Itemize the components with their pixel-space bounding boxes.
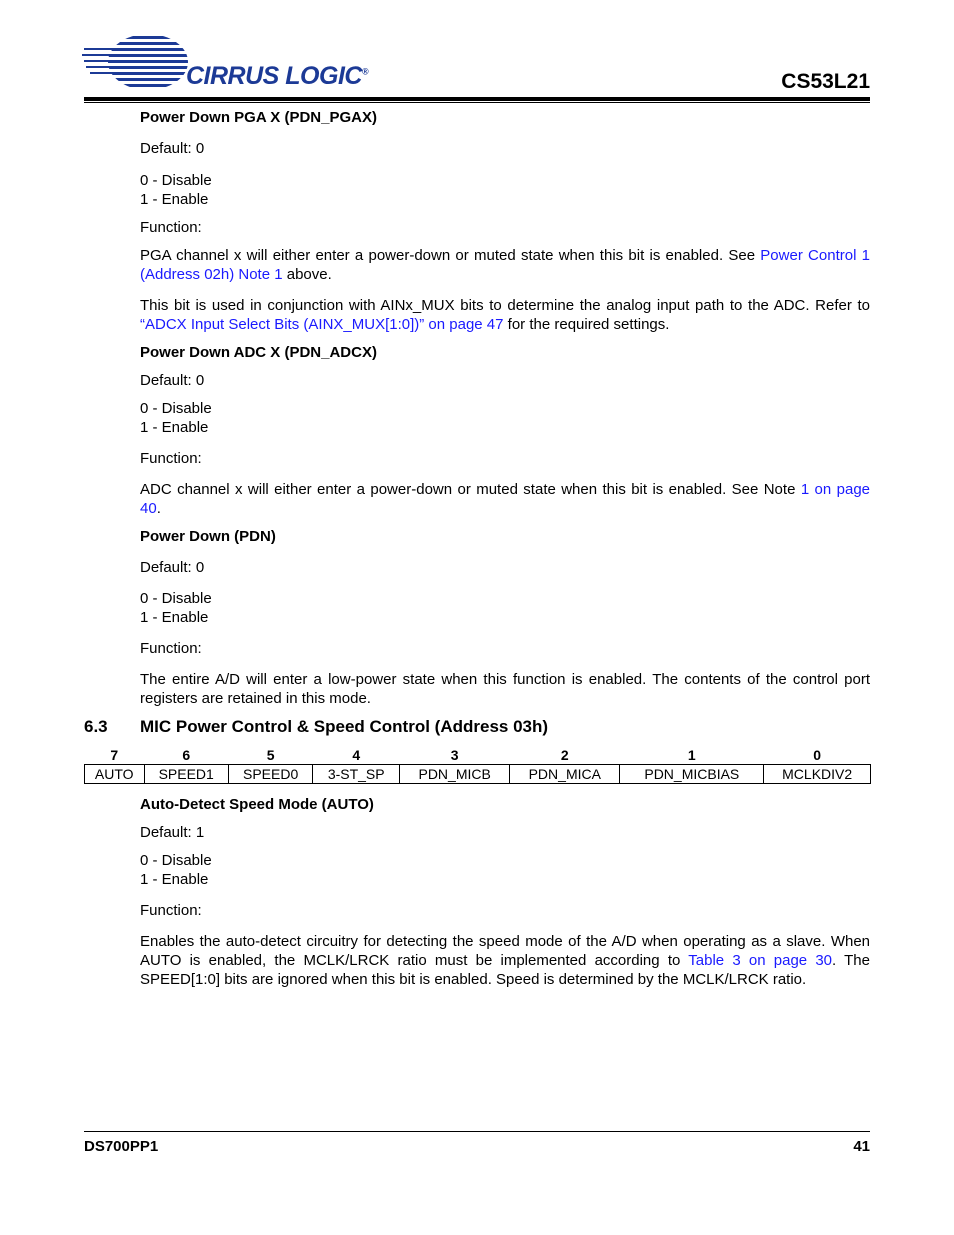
auto-default: Default: 1 bbox=[140, 824, 205, 841]
auto-function-label: Function: bbox=[140, 902, 202, 919]
pdn-pga-paragraph-2: This bit is used in conjunction with AINx_MUX bits to determine the analog input path to the ADC. Refer to “ADCX Input Select Bits (AINX_MUX[1:0])” on page 47 for the required settings. bbox=[140, 297, 870, 333]
pdn-pga-paragraph-1: PGA channel x will either enter a power-down or muted state when this bit is enabled. See Power Control 1 (Address 02h) Note 1 above. bbox=[140, 247, 870, 283]
register-field: PDN_MICB bbox=[400, 765, 510, 784]
pdn-paragraph-1: The entire A/D will enter a low-power state when this function is enabled. The contents of the control port registers are retained in this mode. bbox=[140, 671, 870, 707]
pdn-default: Default: 0 bbox=[140, 559, 205, 576]
logo-globe-icon bbox=[82, 32, 192, 94]
footer-rule bbox=[84, 1131, 870, 1132]
power-control-note-link[interactable]: Power Control 1 (Address 02h) Note 1 bbox=[140, 247, 870, 283]
pdn-function-label: Function: bbox=[140, 640, 202, 657]
table-3-page-30-link[interactable]: Table 3 on page 30 bbox=[688, 952, 833, 969]
auto-option-1: 1 - Enable bbox=[140, 871, 209, 888]
pdn-option-0: 0 - Disable bbox=[140, 590, 212, 607]
header-rule-thin bbox=[84, 102, 870, 103]
pdn-adc-heading: Power Down ADC X (PDN_ADCX) bbox=[140, 344, 377, 361]
bit-number: 0 bbox=[813, 746, 822, 763]
pdn-option-1: 1 - Enable bbox=[140, 609, 209, 626]
register-field: SPEED1 bbox=[144, 765, 228, 784]
register-field: PDN_MICA bbox=[510, 765, 620, 784]
pdn-pga-heading: Power Down PGA X (PDN_PGAX) bbox=[140, 109, 377, 126]
section-title: MIC Power Control & Speed Control (Address 03h) bbox=[140, 717, 549, 736]
register-field: MCLKDIV2 bbox=[764, 765, 871, 784]
bit-number: 6 bbox=[182, 746, 191, 763]
footer-page-number: 41 bbox=[853, 1138, 870, 1155]
register-map-table bbox=[84, 745, 871, 784]
document-id: CS53L21 bbox=[781, 70, 870, 93]
pdn-adc-option-0: 0 - Disable bbox=[140, 400, 212, 417]
register-field: PDN_MICBIAS bbox=[620, 765, 764, 784]
header-rule bbox=[84, 97, 870, 101]
footer-doc-number: DS700PP1 bbox=[84, 1138, 159, 1155]
pdn-adc-function-label: Function: bbox=[140, 450, 202, 467]
auto-heading: Auto-Detect Speed Mode (AUTO) bbox=[140, 796, 374, 813]
pdn-heading: Power Down (PDN) bbox=[140, 528, 276, 545]
pdn-pga-function-label: Function: bbox=[140, 219, 202, 236]
pdn-adc-default: Default: 0 bbox=[140, 372, 205, 389]
section-heading bbox=[84, 717, 548, 737]
bit-number-row bbox=[85, 745, 871, 765]
pdn-adc-paragraph-1: ADC channel x will either enter a power-down or muted state when this bit is enabled. See Note 1 on page 40. bbox=[140, 481, 871, 517]
register-field: AUTO bbox=[85, 765, 145, 784]
bit-number: 2 bbox=[560, 746, 569, 763]
bit-number: 3 bbox=[450, 746, 459, 763]
pdn-pga-default: Default: 0 bbox=[140, 140, 205, 157]
section-number: 6.3 bbox=[84, 717, 108, 736]
register-field: 3-ST_SP bbox=[313, 765, 400, 784]
auto-paragraph-1: Enables the auto-detect circuitry for detecting the speed mode of the A/D when operating as a slave. When AUTO is enabled, the MCLK/LRCK ratio must be implemented according to Table 3 on page 30. The SPEED[1:0] bits are ignored when this bit is enabled. Speed is determined by the MCLK/LRCK ratio. bbox=[140, 933, 870, 988]
bit-number: 7 bbox=[110, 746, 119, 763]
pdn-pga-option-0: 0 - Disable bbox=[140, 172, 212, 189]
auto-section bbox=[140, 795, 870, 989]
pdn-pga-option-1: 1 - Enable bbox=[140, 191, 209, 208]
cirrus-logic-logo bbox=[82, 32, 369, 98]
auto-option-0: 0 - Disable bbox=[140, 852, 212, 869]
bit-number: 1 bbox=[687, 746, 696, 763]
bit-number: 4 bbox=[352, 746, 361, 763]
field-name-row bbox=[85, 765, 871, 784]
pdn-adc-option-1: 1 - Enable bbox=[140, 419, 209, 436]
bit-number: 5 bbox=[266, 746, 275, 763]
logo-wordmark: CIRRUS LOGIC® bbox=[186, 62, 369, 90]
adcx-input-select-link[interactable]: “ADCX Input Select Bits (AINX_MUX[1:0])” on page 47 bbox=[140, 316, 504, 333]
note-1-page-40-link[interactable]: 1 on page 40 bbox=[140, 481, 871, 517]
register-field: SPEED0 bbox=[228, 765, 312, 784]
pdn-pga-section bbox=[140, 108, 870, 708]
